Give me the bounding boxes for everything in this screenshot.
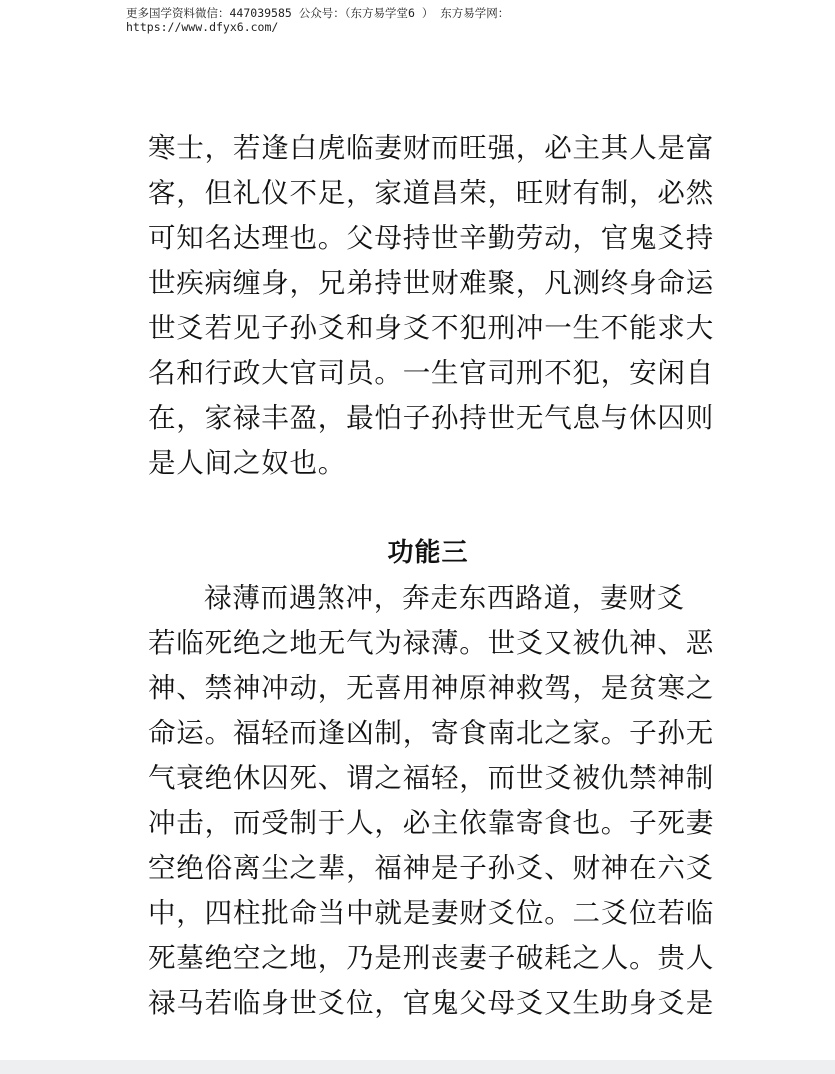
paragraph-2 xyxy=(148,576,714,1026)
text-line: 禄马若临身世爻位，官鬼父母爻又生助身爻是 xyxy=(148,987,714,1019)
text-line: 世疾病缠身，兄弟持世财难聚，凡测终身命运 xyxy=(148,267,714,299)
text-line: 客，但礼仪不足，家道昌荣，旺财有制，必然 xyxy=(148,177,714,209)
text-line: 名和行政大官司员。一生官司刑不犯，安闲自 xyxy=(148,357,714,389)
text-line: 空绝俗离尘之辈，福神是子孙爻、财神在六爻 xyxy=(148,852,714,884)
text-line: 气衰绝休囚死、谓之福轻，而世爻被仇禁神制 xyxy=(148,762,714,794)
text-line: 死墓绝空之地，乃是刑丧妻子破耗之人。贵人 xyxy=(148,942,714,974)
text-line: 冲击，而受制于人，必主依靠寄食也。子死妻 xyxy=(148,807,714,839)
text-line: 是人间之奴也。 xyxy=(148,447,347,479)
text-line: 神、禁神冲动，无喜用神原神救驾，是贫寒之 xyxy=(148,672,714,704)
header-contact-line: 更多国学资料微信：447039585 公众号：（东方易学堂6 ） 东方易学网： xyxy=(126,6,510,20)
header-website-url: https://www.dfyx6.com/ xyxy=(126,20,279,34)
text-line: 世爻若见子孙爻和身爻不犯刑冲一生不能求大 xyxy=(148,312,714,344)
text-line: 在，家禄丰盈，最怕子孙持世无气息与休囚则 xyxy=(148,402,714,434)
page-bottom-edge xyxy=(0,1060,835,1074)
text-line-indented: 禄薄而遇煞冲，奔走东西路道，妻财爻 xyxy=(204,582,686,614)
text-line: 若临死绝之地无气为禄薄。世爻又被仇神、恶 xyxy=(148,627,714,659)
watermark-header xyxy=(126,6,726,34)
text-line: 命运。福轻而逢凶制，寄食南北之家。子孙无 xyxy=(148,717,714,749)
text-line: 中，四柱批命当中就是妻财爻位。二爻位若临 xyxy=(148,897,714,929)
text-line: 寒士，若逢白虎临妻财而旺强，必主其人是富 xyxy=(148,132,714,164)
text-line: 可知名达理也。父母持世辛勤劳动，官鬼爻持 xyxy=(148,222,714,254)
body-text xyxy=(148,126,714,1026)
section-heading: 功能三 xyxy=(387,538,469,568)
paragraph-1 xyxy=(148,126,714,486)
